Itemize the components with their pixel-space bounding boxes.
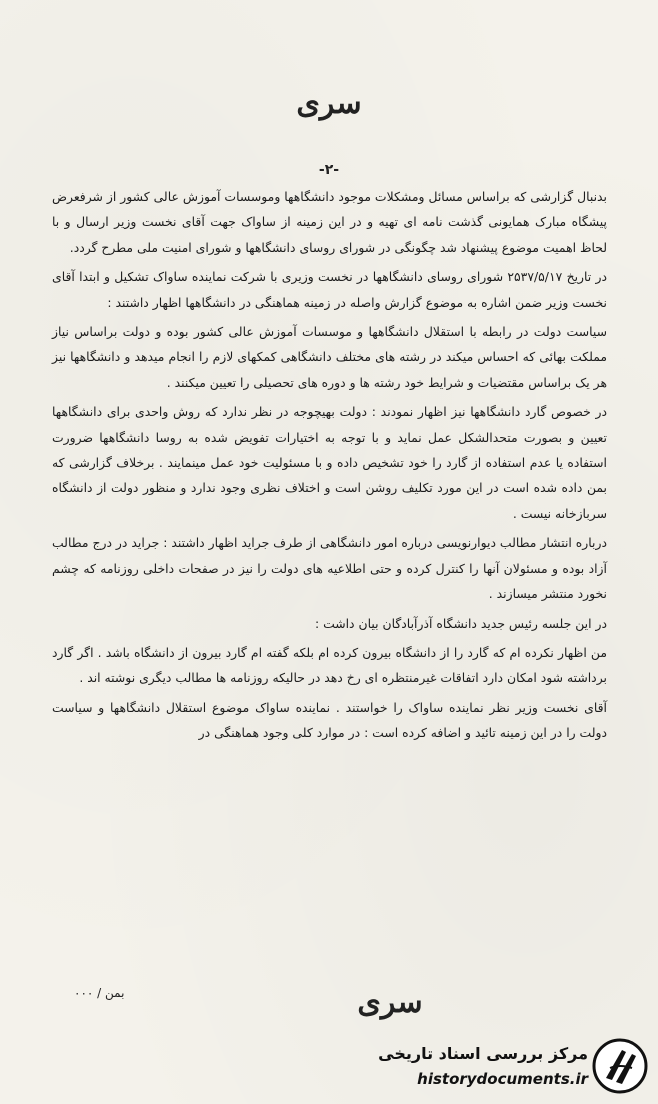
paragraph-7: من اظهار نکرده ام که گارد را از دانشگاه بیرون کرده ام بلکه گفته ام گارد بیرون از دانشگاه باشد . اگر گارد برداشته شود امکان دارد اتفاقات غیرمنتظره ای رخ دهد در حالیکه روزنامه ها مطالب دیگری نوشته اند .	[52, 644, 607, 686]
watermark	[370, 1036, 650, 1096]
page-number: -۲-	[318, 162, 340, 178]
archive-logo-icon	[592, 1038, 648, 1094]
paragraph-2: در تاریخ ۲۵۳۷/۵/۱۷ شورای روسای دانشگاهها در نخست وزیری با شرکت نماینده ساواک تشکیل و ابتدا آقای نخست وزیر ضمن اشاره به موضوع گزارش واصله در زمینه هماهنگی در دانشگاهها اظهار داشتند :	[52, 269, 607, 310]
paragraph-4: در خصوص گارد دانشگاهها نیز اظهار نمودند : دولت بهیچوجه در نظر ندارد که روش واحدی برای دانشگاهها تعیین و بصورت متحدالشکل عمل نماید و با توجه به اختیارات تفویض شده به روسا دانشگاهها ضرورت استفاده یا عدم استفاده از گارد را خود تشخیص داده و با مسئولیت خود عمل مینمایند . برخلاف گزارشی که بمن داده شده است در این مورد تکلیف روشن است و اختلاف نظری وجود ندارد و منظور دولت از دانشگاه سربازخانه نیست .	[52, 404, 607, 521]
paragraph-1: بدنبال گزارشی که براساس مسائل ومشکلات موجود دانشگاهها وموسسات آموزش عالی کشور از شرفعرض پیشگاه مبارک همایونی گذشت نامه ای تهیه و در این زمینه از ساواک جهت آقای نخست وزیر ارسال و با لحاظ اهمیت موضوع پیشنهاد شد چگونگی در شورای روسای دانشگاهها و شورای امنیت ملی مطرح گردد.	[52, 189, 607, 255]
reference-number: بمن / ۰۰۰	[74, 986, 125, 1000]
classification-footer: سری	[357, 985, 423, 1020]
watermark-url[interactable]: historydocuments.ir	[417, 1070, 588, 1088]
classification-header: سری	[296, 86, 362, 121]
paragraph-6: در این جلسه رئیس جدید دانشگاه آذرآبادگان بیان داشت :	[314, 615, 607, 631]
paragraph-5: درباره انتشار مطالب دیوارنویسی درباره امور دانشگاهی از طرف جراید اظهار داشتند : جراید در درج مطالب آزاد بوده و مسئولان آنها را کنترل کرده و حتی اطلاعیه های دولت را نیز در صفحات داخلی روزنامه که چشم نخورد منتشر میسازند .	[52, 535, 607, 602]
paragraph-8: آقای نخست وزیر نظر نماینده ساواک را خواستند . نماینده ساواک موضوع استقلال دانشگاهها و سیاست دولت را در این زمینه تائید و اضافه کرده است : در موارد کلی وجود هماهنگی در	[52, 699, 607, 741]
watermark-title: مرکز بررسی اسناد تاریخی	[378, 1044, 588, 1063]
paragraph-3: سیاست دولت در رابطه با استقلال دانشگاهها و موسسات آموزش عالی کشور بوده و دولت براساس نیاز مملکت بهائی که احساس میکند در رشته های مختلف دانشگاهی کمکهای لازم را انجام میدهد و دانشگاهها نیز هر یک براساس مقتضیات و شرایط خود رشته ها و دوره های تحصیلی را تعیین میکنند .	[52, 324, 607, 390]
document-body	[52, 184, 607, 746]
